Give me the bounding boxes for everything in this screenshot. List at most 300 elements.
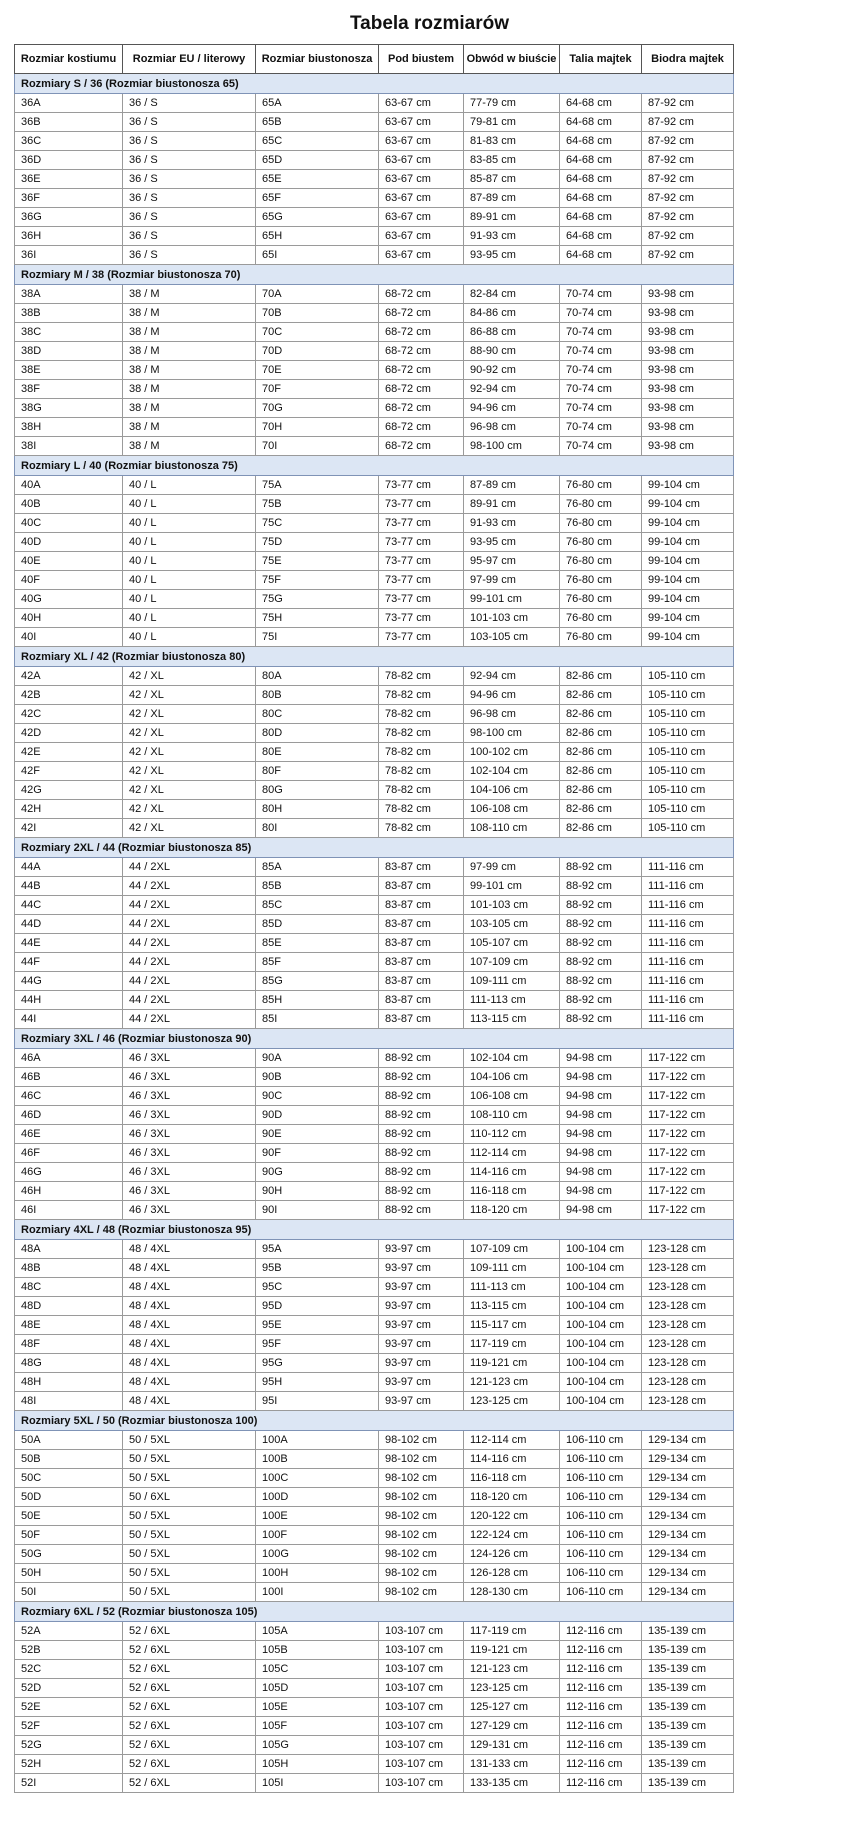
table-cell: 38A bbox=[15, 285, 123, 304]
table-row bbox=[15, 189, 734, 208]
table-cell: 95D bbox=[256, 1297, 379, 1316]
table-cell: 82-86 cm bbox=[560, 781, 642, 800]
table-row bbox=[15, 1163, 734, 1182]
table-cell: 42G bbox=[15, 781, 123, 800]
table-cell: 38 / M bbox=[123, 304, 256, 323]
table-cell: 76-80 cm bbox=[560, 476, 642, 495]
table-cell: 36E bbox=[15, 170, 123, 189]
table-cell: 87-89 cm bbox=[464, 189, 560, 208]
table-row bbox=[15, 1641, 734, 1660]
table-cell: 112-116 cm bbox=[560, 1679, 642, 1698]
table-cell: 95C bbox=[256, 1278, 379, 1297]
table-cell: 90F bbox=[256, 1144, 379, 1163]
table-cell: 95A bbox=[256, 1240, 379, 1259]
table-cell: 123-128 cm bbox=[642, 1392, 734, 1411]
table-cell: 40H bbox=[15, 609, 123, 628]
table-cell: 90-92 cm bbox=[464, 361, 560, 380]
table-row bbox=[15, 991, 734, 1010]
table-row bbox=[15, 361, 734, 380]
table-cell: 98-100 cm bbox=[464, 437, 560, 456]
table-cell: 44 / 2XL bbox=[123, 934, 256, 953]
table-cell: 52 / 6XL bbox=[123, 1660, 256, 1679]
header-rozmiar-kostiumu: Rozmiar kostiumu bbox=[15, 45, 123, 74]
table-row bbox=[15, 323, 734, 342]
table-cell: 116-118 cm bbox=[464, 1469, 560, 1488]
table-cell: 44F bbox=[15, 953, 123, 972]
table-cell: 100-104 cm bbox=[560, 1278, 642, 1297]
table-cell: 90E bbox=[256, 1125, 379, 1144]
table-cell: 94-98 cm bbox=[560, 1144, 642, 1163]
table-cell: 106-110 cm bbox=[560, 1469, 642, 1488]
group-label: Rozmiary XL / 42 (Rozmiar biustonosza 80) bbox=[15, 647, 734, 667]
table-cell: 123-128 cm bbox=[642, 1297, 734, 1316]
table-cell: 80G bbox=[256, 781, 379, 800]
table-row bbox=[15, 1469, 734, 1488]
table-cell: 48 / 4XL bbox=[123, 1240, 256, 1259]
table-cell: 84-86 cm bbox=[464, 304, 560, 323]
table-row bbox=[15, 437, 734, 456]
table-cell: 65H bbox=[256, 227, 379, 246]
table-cell: 88-92 cm bbox=[379, 1144, 464, 1163]
table-cell: 100I bbox=[256, 1583, 379, 1602]
table-cell: 78-82 cm bbox=[379, 781, 464, 800]
table-cell: 44 / 2XL bbox=[123, 877, 256, 896]
table-cell: 70A bbox=[256, 285, 379, 304]
table-row bbox=[15, 1201, 734, 1220]
table-row bbox=[15, 399, 734, 418]
table-cell: 50F bbox=[15, 1526, 123, 1545]
table-cell: 106-108 cm bbox=[464, 1087, 560, 1106]
table-cell: 40 / L bbox=[123, 590, 256, 609]
table-cell: 93-97 cm bbox=[379, 1373, 464, 1392]
table-cell: 94-96 cm bbox=[464, 399, 560, 418]
table-cell: 52G bbox=[15, 1736, 123, 1755]
table-cell: 52A bbox=[15, 1622, 123, 1641]
table-cell: 123-128 cm bbox=[642, 1354, 734, 1373]
table-cell: 42 / XL bbox=[123, 667, 256, 686]
table-cell: 40 / L bbox=[123, 571, 256, 590]
table-cell: 87-89 cm bbox=[464, 476, 560, 495]
table-cell: 80A bbox=[256, 667, 379, 686]
table-cell: 70-74 cm bbox=[560, 342, 642, 361]
table-cell: 44D bbox=[15, 915, 123, 934]
table-cell: 65D bbox=[256, 151, 379, 170]
table-cell: 94-98 cm bbox=[560, 1125, 642, 1144]
table-cell: 100D bbox=[256, 1488, 379, 1507]
table-cell: 111-116 cm bbox=[642, 915, 734, 934]
table-cell: 133-135 cm bbox=[464, 1774, 560, 1793]
table-cell: 112-116 cm bbox=[560, 1774, 642, 1793]
table-cell: 63-67 cm bbox=[379, 227, 464, 246]
table-cell: 87-92 cm bbox=[642, 208, 734, 227]
table-cell: 52 / 6XL bbox=[123, 1717, 256, 1736]
table-cell: 126-128 cm bbox=[464, 1564, 560, 1583]
table-cell: 123-125 cm bbox=[464, 1679, 560, 1698]
table-cell: 95I bbox=[256, 1392, 379, 1411]
table-cell: 118-120 cm bbox=[464, 1488, 560, 1507]
table-cell: 117-122 cm bbox=[642, 1068, 734, 1087]
table-cell: 82-86 cm bbox=[560, 819, 642, 838]
table-cell: 106-110 cm bbox=[560, 1564, 642, 1583]
table-cell: 88-92 cm bbox=[560, 1010, 642, 1029]
table-cell: 40 / L bbox=[123, 476, 256, 495]
table-cell: 78-82 cm bbox=[379, 819, 464, 838]
table-cell: 117-119 cm bbox=[464, 1622, 560, 1641]
table-cell: 50 / 5XL bbox=[123, 1469, 256, 1488]
table-cell: 48E bbox=[15, 1316, 123, 1335]
table-cell: 38D bbox=[15, 342, 123, 361]
table-cell: 42 / XL bbox=[123, 781, 256, 800]
table-cell: 46H bbox=[15, 1182, 123, 1201]
table-cell: 36 / S bbox=[123, 94, 256, 113]
table-cell: 106-110 cm bbox=[560, 1526, 642, 1545]
table-cell: 44 / 2XL bbox=[123, 972, 256, 991]
table-cell: 103-107 cm bbox=[379, 1774, 464, 1793]
table-cell: 93-98 cm bbox=[642, 399, 734, 418]
table-cell: 99-104 cm bbox=[642, 533, 734, 552]
table-cell: 112-116 cm bbox=[560, 1698, 642, 1717]
table-cell: 83-87 cm bbox=[379, 858, 464, 877]
table-cell: 46I bbox=[15, 1201, 123, 1220]
table-cell: 86-88 cm bbox=[464, 323, 560, 342]
table-cell: 36 / S bbox=[123, 151, 256, 170]
table-cell: 78-82 cm bbox=[379, 705, 464, 724]
group-header-row bbox=[15, 1220, 734, 1240]
table-cell: 99-104 cm bbox=[642, 552, 734, 571]
table-cell: 108-110 cm bbox=[464, 819, 560, 838]
header-rozmiar-eu: Rozmiar EU / literowy bbox=[123, 45, 256, 74]
table-cell: 96-98 cm bbox=[464, 418, 560, 437]
table-cell: 70-74 cm bbox=[560, 285, 642, 304]
table-row bbox=[15, 1144, 734, 1163]
table-cell: 123-125 cm bbox=[464, 1392, 560, 1411]
table-cell: 129-134 cm bbox=[642, 1583, 734, 1602]
table-cell: 50 / 5XL bbox=[123, 1564, 256, 1583]
table-cell: 125-127 cm bbox=[464, 1698, 560, 1717]
table-cell: 78-82 cm bbox=[379, 800, 464, 819]
table-row bbox=[15, 667, 734, 686]
table-cell: 112-116 cm bbox=[560, 1736, 642, 1755]
table-cell: 93-97 cm bbox=[379, 1335, 464, 1354]
table-cell: 40F bbox=[15, 571, 123, 590]
table-body bbox=[15, 74, 734, 1793]
table-cell: 75D bbox=[256, 533, 379, 552]
table-cell: 76-80 cm bbox=[560, 590, 642, 609]
table-cell: 52 / 6XL bbox=[123, 1641, 256, 1660]
table-row bbox=[15, 1240, 734, 1259]
table-row bbox=[15, 495, 734, 514]
table-cell: 40 / L bbox=[123, 609, 256, 628]
table-cell: 118-120 cm bbox=[464, 1201, 560, 1220]
table-cell: 85-87 cm bbox=[464, 170, 560, 189]
table-cell: 103-107 cm bbox=[379, 1641, 464, 1660]
table-cell: 50 / 5XL bbox=[123, 1431, 256, 1450]
table-cell: 135-139 cm bbox=[642, 1736, 734, 1755]
table-cell: 48A bbox=[15, 1240, 123, 1259]
table-cell: 46A bbox=[15, 1049, 123, 1068]
table-row bbox=[15, 1297, 734, 1316]
table-cell: 80E bbox=[256, 743, 379, 762]
table-cell: 98-100 cm bbox=[464, 724, 560, 743]
table-cell: 63-67 cm bbox=[379, 170, 464, 189]
table-cell: 76-80 cm bbox=[560, 628, 642, 647]
table-cell: 105-110 cm bbox=[642, 819, 734, 838]
table-cell: 68-72 cm bbox=[379, 437, 464, 456]
table-cell: 105-110 cm bbox=[642, 705, 734, 724]
table-cell: 80H bbox=[256, 800, 379, 819]
table-cell: 42 / XL bbox=[123, 819, 256, 838]
table-cell: 123-128 cm bbox=[642, 1259, 734, 1278]
table-cell: 52E bbox=[15, 1698, 123, 1717]
table-cell: 46B bbox=[15, 1068, 123, 1087]
table-cell: 65I bbox=[256, 246, 379, 265]
table-cell: 117-122 cm bbox=[642, 1049, 734, 1068]
table-cell: 103-105 cm bbox=[464, 915, 560, 934]
table-row bbox=[15, 1774, 734, 1793]
table-cell: 82-86 cm bbox=[560, 686, 642, 705]
table-cell: 98-102 cm bbox=[379, 1545, 464, 1564]
table-cell: 117-122 cm bbox=[642, 1106, 734, 1125]
table-cell: 97-99 cm bbox=[464, 858, 560, 877]
table-cell: 117-122 cm bbox=[642, 1163, 734, 1182]
table-cell: 40B bbox=[15, 495, 123, 514]
table-cell: 105C bbox=[256, 1660, 379, 1679]
table-cell: 70-74 cm bbox=[560, 399, 642, 418]
table-row bbox=[15, 1450, 734, 1469]
table-cell: 44 / 2XL bbox=[123, 991, 256, 1010]
table-row bbox=[15, 170, 734, 189]
table-row bbox=[15, 418, 734, 437]
table-cell: 94-98 cm bbox=[560, 1049, 642, 1068]
table-cell: 102-104 cm bbox=[464, 762, 560, 781]
table-cell: 90D bbox=[256, 1106, 379, 1125]
table-cell: 63-67 cm bbox=[379, 246, 464, 265]
table-cell: 94-98 cm bbox=[560, 1106, 642, 1125]
table-cell: 64-68 cm bbox=[560, 94, 642, 113]
table-cell: 38 / M bbox=[123, 342, 256, 361]
table-cell: 63-67 cm bbox=[379, 94, 464, 113]
table-cell: 42 / XL bbox=[123, 686, 256, 705]
table-cell: 65E bbox=[256, 170, 379, 189]
table-row bbox=[15, 132, 734, 151]
table-cell: 88-92 cm bbox=[379, 1087, 464, 1106]
table-row bbox=[15, 1583, 734, 1602]
table-row bbox=[15, 1755, 734, 1774]
table-cell: 73-77 cm bbox=[379, 552, 464, 571]
table-cell: 129-134 cm bbox=[642, 1488, 734, 1507]
table-cell: 115-117 cm bbox=[464, 1316, 560, 1335]
table-cell: 80F bbox=[256, 762, 379, 781]
table-cell: 38 / M bbox=[123, 380, 256, 399]
table-cell: 50D bbox=[15, 1488, 123, 1507]
table-cell: 82-86 cm bbox=[560, 705, 642, 724]
table-cell: 100C bbox=[256, 1469, 379, 1488]
table-cell: 93-98 cm bbox=[642, 380, 734, 399]
table-row bbox=[15, 113, 734, 132]
table-cell: 40I bbox=[15, 628, 123, 647]
table-row bbox=[15, 1335, 734, 1354]
table-cell: 78-82 cm bbox=[379, 762, 464, 781]
table-cell: 63-67 cm bbox=[379, 132, 464, 151]
table-cell: 40G bbox=[15, 590, 123, 609]
table-row bbox=[15, 1392, 734, 1411]
table-cell: 105-107 cm bbox=[464, 934, 560, 953]
table-cell: 46 / 3XL bbox=[123, 1201, 256, 1220]
group-label: Rozmiary 6XL / 52 (Rozmiar biustonosza 105) bbox=[15, 1602, 734, 1622]
table-cell: 50 / 5XL bbox=[123, 1583, 256, 1602]
table-cell: 113-115 cm bbox=[464, 1297, 560, 1316]
table-cell: 64-68 cm bbox=[560, 227, 642, 246]
table-cell: 90C bbox=[256, 1087, 379, 1106]
table-cell: 80D bbox=[256, 724, 379, 743]
table-cell: 36 / S bbox=[123, 208, 256, 227]
table-cell: 100G bbox=[256, 1545, 379, 1564]
table-row bbox=[15, 686, 734, 705]
table-cell: 70-74 cm bbox=[560, 380, 642, 399]
table-cell: 91-93 cm bbox=[464, 514, 560, 533]
table-cell: 38F bbox=[15, 380, 123, 399]
table-cell: 105-110 cm bbox=[642, 743, 734, 762]
table-cell: 75C bbox=[256, 514, 379, 533]
table-cell: 38 / M bbox=[123, 285, 256, 304]
table-cell: 112-114 cm bbox=[464, 1144, 560, 1163]
table-cell: 129-134 cm bbox=[642, 1564, 734, 1583]
table-cell: 46F bbox=[15, 1144, 123, 1163]
table-cell: 100H bbox=[256, 1564, 379, 1583]
table-cell: 93-98 cm bbox=[642, 361, 734, 380]
table-cell: 75B bbox=[256, 495, 379, 514]
table-row bbox=[15, 1010, 734, 1029]
table-cell: 93-95 cm bbox=[464, 533, 560, 552]
table-cell: 120-122 cm bbox=[464, 1507, 560, 1526]
table-cell: 113-115 cm bbox=[464, 1010, 560, 1029]
table-cell: 50I bbox=[15, 1583, 123, 1602]
table-cell: 70F bbox=[256, 380, 379, 399]
table-cell: 36 / S bbox=[123, 246, 256, 265]
table-cell: 88-92 cm bbox=[560, 953, 642, 972]
group-header-row bbox=[15, 456, 734, 476]
table-cell: 42I bbox=[15, 819, 123, 838]
table-cell: 52 / 6XL bbox=[123, 1774, 256, 1793]
table-cell: 105H bbox=[256, 1755, 379, 1774]
table-cell: 38 / M bbox=[123, 437, 256, 456]
table-cell: 82-86 cm bbox=[560, 667, 642, 686]
table-cell: 96-98 cm bbox=[464, 705, 560, 724]
table-cell: 99-104 cm bbox=[642, 628, 734, 647]
table-cell: 111-116 cm bbox=[642, 953, 734, 972]
table-cell: 105-110 cm bbox=[642, 686, 734, 705]
table-cell: 50A bbox=[15, 1431, 123, 1450]
table-cell: 94-98 cm bbox=[560, 1087, 642, 1106]
table-cell: 44A bbox=[15, 858, 123, 877]
table-cell: 135-139 cm bbox=[642, 1660, 734, 1679]
table-row bbox=[15, 781, 734, 800]
table-cell: 46 / 3XL bbox=[123, 1125, 256, 1144]
table-cell: 93-98 cm bbox=[642, 437, 734, 456]
table-cell: 38B bbox=[15, 304, 123, 323]
table-cell: 135-139 cm bbox=[642, 1698, 734, 1717]
table-cell: 38 / M bbox=[123, 361, 256, 380]
table-cell: 50 / 5XL bbox=[123, 1545, 256, 1564]
table-cell: 46D bbox=[15, 1106, 123, 1125]
table-cell: 90B bbox=[256, 1068, 379, 1087]
table-cell: 50 / 5XL bbox=[123, 1526, 256, 1545]
table-cell: 82-86 cm bbox=[560, 800, 642, 819]
table-cell: 100-104 cm bbox=[560, 1316, 642, 1335]
table-cell: 70G bbox=[256, 399, 379, 418]
table-cell: 104-106 cm bbox=[464, 1068, 560, 1087]
table-row bbox=[15, 1679, 734, 1698]
table-row bbox=[15, 1316, 734, 1335]
table-cell: 38C bbox=[15, 323, 123, 342]
table-cell: 103-107 cm bbox=[379, 1622, 464, 1641]
table-row bbox=[15, 915, 734, 934]
table-cell: 98-102 cm bbox=[379, 1564, 464, 1583]
table-cell: 80I bbox=[256, 819, 379, 838]
table-cell: 97-99 cm bbox=[464, 571, 560, 590]
table-cell: 111-116 cm bbox=[642, 972, 734, 991]
table-row bbox=[15, 1354, 734, 1373]
table-cell: 99-101 cm bbox=[464, 590, 560, 609]
table-cell: 99-104 cm bbox=[642, 609, 734, 628]
table-row bbox=[15, 800, 734, 819]
table-cell: 46 / 3XL bbox=[123, 1049, 256, 1068]
table-row bbox=[15, 743, 734, 762]
table-cell: 114-116 cm bbox=[464, 1163, 560, 1182]
table-cell: 83-87 cm bbox=[379, 953, 464, 972]
table-cell: 42 / XL bbox=[123, 762, 256, 781]
table-cell: 52B bbox=[15, 1641, 123, 1660]
table-cell: 64-68 cm bbox=[560, 189, 642, 208]
table-cell: 40 / L bbox=[123, 552, 256, 571]
table-cell: 40E bbox=[15, 552, 123, 571]
table-cell: 52 / 6XL bbox=[123, 1698, 256, 1717]
table-cell: 106-110 cm bbox=[560, 1545, 642, 1564]
table-cell: 105G bbox=[256, 1736, 379, 1755]
group-header-row bbox=[15, 74, 734, 94]
table-cell: 63-67 cm bbox=[379, 113, 464, 132]
table-cell: 81-83 cm bbox=[464, 132, 560, 151]
table-cell: 89-91 cm bbox=[464, 495, 560, 514]
table-cell: 123-128 cm bbox=[642, 1278, 734, 1297]
table-cell: 36A bbox=[15, 94, 123, 113]
table-cell: 38 / M bbox=[123, 418, 256, 437]
table-cell: 100B bbox=[256, 1450, 379, 1469]
table-row bbox=[15, 705, 734, 724]
table-cell: 105-110 cm bbox=[642, 762, 734, 781]
table-cell: 112-116 cm bbox=[560, 1755, 642, 1774]
table-cell: 101-103 cm bbox=[464, 896, 560, 915]
table-row bbox=[15, 1182, 734, 1201]
table-cell: 98-102 cm bbox=[379, 1488, 464, 1507]
table-cell: 42 / XL bbox=[123, 705, 256, 724]
table-cell: 44H bbox=[15, 991, 123, 1010]
table-cell: 75E bbox=[256, 552, 379, 571]
table-row bbox=[15, 1736, 734, 1755]
table-cell: 88-92 cm bbox=[379, 1182, 464, 1201]
table-cell: 119-121 cm bbox=[464, 1641, 560, 1660]
table-cell: 82-86 cm bbox=[560, 724, 642, 743]
table-cell: 76-80 cm bbox=[560, 495, 642, 514]
table-cell: 131-133 cm bbox=[464, 1755, 560, 1774]
table-cell: 111-116 cm bbox=[642, 877, 734, 896]
table-cell: 48 / 4XL bbox=[123, 1259, 256, 1278]
table-cell: 38H bbox=[15, 418, 123, 437]
table-row bbox=[15, 1660, 734, 1679]
table-cell: 38G bbox=[15, 399, 123, 418]
table-cell: 111-116 cm bbox=[642, 1010, 734, 1029]
table-cell: 40 / L bbox=[123, 495, 256, 514]
